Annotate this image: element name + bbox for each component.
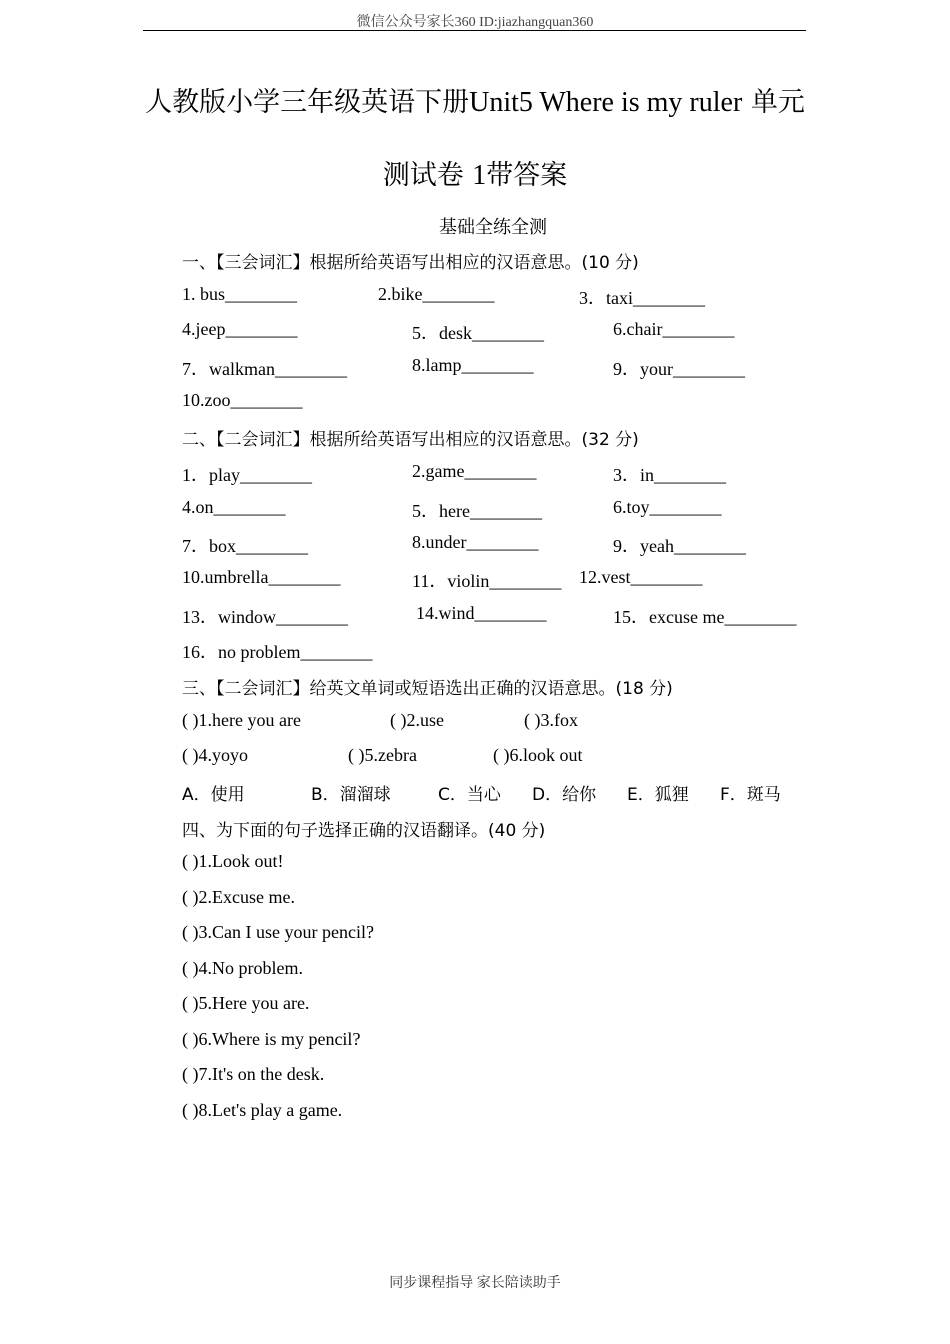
vocab-item: 12.vest________ bbox=[579, 567, 703, 587]
subtitle: 基础全练全测 bbox=[439, 217, 547, 238]
match-item: ( )3.fox bbox=[524, 710, 578, 730]
title-en: Unit5 Where is my ruler bbox=[469, 87, 743, 118]
title-num: 1 bbox=[472, 160, 487, 191]
vocab-item: 1．play________ bbox=[182, 465, 312, 485]
vocab-item: 8.lamp________ bbox=[412, 355, 534, 375]
option-f: F．斑马 bbox=[720, 785, 781, 805]
match-item: ( )5.zebra bbox=[348, 745, 417, 765]
vocab-item: 3．taxi________ bbox=[579, 288, 705, 308]
vocab-item: 10.zoo________ bbox=[182, 390, 303, 410]
translation-item: ( )8.Let's play a game. bbox=[182, 1100, 343, 1120]
vocab-item: 1. bus________ bbox=[182, 284, 298, 304]
page-header: 微信公众号家长360 ID:jiazhangquan360 bbox=[356, 15, 594, 30]
vocab-item: 6.chair________ bbox=[613, 319, 735, 339]
match-item: ( )2.use bbox=[390, 710, 444, 730]
vocab-item: 5．here________ bbox=[412, 501, 542, 521]
section2-heading: 二、【二会词汇】根据所给英语写出相应的汉语意思。(32 分) bbox=[182, 430, 639, 450]
vocab-item: 14.wind________ bbox=[416, 603, 547, 623]
translation-item: ( )2.Excuse me. bbox=[182, 887, 295, 907]
page-title-line2 bbox=[0, 153, 950, 192]
vocab-item: 8.under________ bbox=[412, 532, 539, 552]
vocab-item: 7．walkman________ bbox=[182, 359, 347, 379]
section1-heading: 一、【三会词汇】根据所给英语写出相应的汉语意思。(10 分) bbox=[182, 253, 639, 273]
vocab-item: 9．yeah________ bbox=[613, 536, 746, 556]
option-c: C．当心 bbox=[438, 785, 501, 805]
translation-item: ( )6.Where is my pencil? bbox=[182, 1029, 361, 1049]
vocab-item: 9．your________ bbox=[613, 359, 745, 379]
match-item: ( )4.yoyo bbox=[182, 745, 248, 765]
vocab-item: 15．excuse me________ bbox=[613, 607, 797, 627]
page-title-line1 bbox=[0, 80, 950, 119]
vocab-item: 3．in________ bbox=[613, 465, 727, 485]
vocab-item: 5．desk________ bbox=[412, 323, 544, 343]
translation-item: ( )3.Can I use your pencil? bbox=[182, 922, 374, 942]
vocab-item: 4.jeep________ bbox=[182, 319, 298, 339]
section3-heading: 三、【二会词汇】给英文单词或短语选出正确的汉语意思。(18 分) bbox=[182, 679, 673, 699]
header-divider bbox=[143, 30, 806, 31]
option-b: B．溜溜球 bbox=[311, 785, 391, 805]
option-d: D．给你 bbox=[532, 785, 597, 805]
translation-item: ( )4.No problem. bbox=[182, 958, 303, 978]
match-item: ( )6.look out bbox=[493, 745, 583, 765]
option-e: E．狐狸 bbox=[627, 785, 689, 805]
vocab-item: 2.bike________ bbox=[378, 284, 495, 304]
translation-item: ( )5.Here you are. bbox=[182, 993, 310, 1013]
match-item: ( )1.here you are bbox=[182, 710, 301, 730]
translation-item: ( )7.It's on the desk. bbox=[182, 1064, 325, 1084]
vocab-item: 11．violin________ bbox=[412, 571, 562, 591]
title-cn-d: 带答案 bbox=[486, 160, 568, 191]
vocab-item: 2.game________ bbox=[412, 461, 537, 481]
title-cn-a: 人教版小学三年级英语下册 bbox=[145, 87, 470, 118]
option-a: A．使用 bbox=[182, 785, 245, 805]
title-cn-c: 测试卷 bbox=[382, 160, 464, 191]
page-footer: 同步课程指导 家长陪读助手 bbox=[389, 1276, 561, 1291]
section4-heading: 四、为下面的句子选择正确的汉语翻译。(40 分) bbox=[182, 821, 546, 841]
vocab-item: 7．box________ bbox=[182, 536, 308, 556]
vocab-item: 16．no problem________ bbox=[182, 642, 373, 662]
translation-item: ( )1.Look out! bbox=[182, 851, 284, 871]
title-cn-b: 单元 bbox=[750, 87, 805, 118]
vocab-item: 6.toy________ bbox=[613, 497, 722, 517]
vocab-item: 4.on________ bbox=[182, 497, 286, 517]
vocab-item: 10.umbrella________ bbox=[182, 567, 341, 587]
vocab-item: 13．window________ bbox=[182, 607, 348, 627]
